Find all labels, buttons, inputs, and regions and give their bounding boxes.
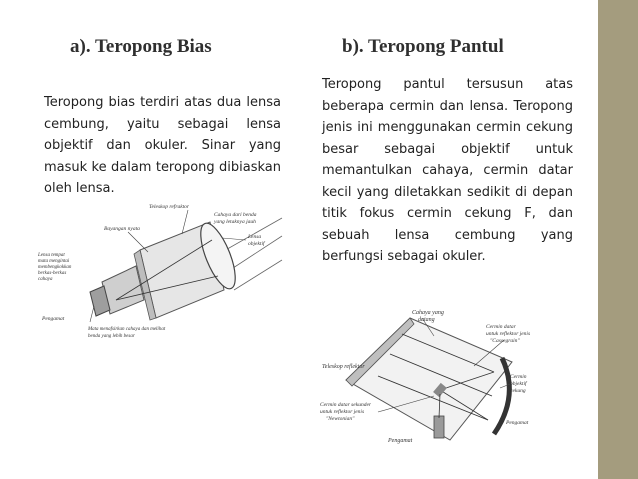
right-heading: b). Teropong Pantul: [342, 36, 504, 57]
label-cermin-cekung-1: Cermin: [510, 374, 527, 380]
label-cahaya-benda-2: yang letaknya jauh: [214, 219, 256, 225]
label-lensa-tempat-4: berkas-berkas: [38, 271, 67, 276]
label-sekunder-2: untuk reflektor jenis: [320, 409, 365, 415]
label-cahaya-datang-1: Cahaya yang: [412, 310, 444, 316]
label-cermin-cekung-3: cekung: [510, 388, 526, 394]
label-pengamat-right: Pengamat: [506, 420, 529, 426]
side-accent-bar: [598, 0, 638, 479]
label-cahaya-benda: Cahaya dari benda: [214, 212, 257, 218]
left-paragraph: Teropong bias terdiri atas dua lensa cembung, yaitu sebagai lensa objektif dan okuler. Sinar yang masuk ke dalam teropong dibiaskan oleh lensa.: [44, 95, 281, 196]
label-lensa-tempat-2: mata mengintai: [38, 259, 70, 264]
label-pengamat-bottom: Pengamat: [388, 438, 413, 444]
label-cermin-datar-3: "Cassegrain": [490, 338, 520, 344]
label-lensa-tempat-3: membengkokkan: [38, 265, 72, 270]
label-cahaya-datang-2: datang: [418, 317, 435, 323]
label-cermin-datar-2: untuk reflektor jenis: [486, 331, 531, 337]
label-sekunder-3: "Newtonian": [326, 416, 355, 422]
label-lensa-objektif-2: objektif: [248, 241, 265, 247]
left-heading: a). Teropong Bias: [70, 36, 212, 57]
label-cermin-cekung-2: objektif: [510, 381, 527, 387]
label-lensa-tempat-5: cahaya: [38, 277, 53, 282]
refractor-telescope-figure: [32, 200, 287, 342]
label-pengamat: Pengamat: [42, 316, 65, 322]
label-lensa-tempat-1: Lensa tempat: [38, 253, 65, 258]
label-bayangan-nyata: Bayangan nyata: [104, 226, 140, 232]
label-lensa-objektif: Lensa: [248, 234, 262, 240]
label-sekunder-1: Cermin datar sekunder: [320, 402, 372, 408]
label-teleskop-reflektor: Teleskop reflektor: [322, 364, 365, 370]
label-teleskop-refraktor: Teleskop refraktor: [149, 204, 190, 210]
reflector-telescope-figure: [316, 306, 556, 462]
right-paragraph: Teropong pantul tersusun atas beberapa cermin dan lensa. Teropong jenis ini menggunakan cermin cekung besar sebagai objektif untuk memantulkan cahaya, cermin datar kecil yang diletakkan sedikit di depan titik fokus cermin cekung F, dan sebuah lensa cembung yang berfungsi sebagai okuler.: [322, 77, 573, 264]
label-mata-2: benda yang lebih besar: [88, 334, 135, 339]
label-cermin-datar-1: Cermin datar: [486, 324, 516, 330]
label-mata-1: Mata menafsirkan cahaya dan melihat: [88, 327, 166, 332]
